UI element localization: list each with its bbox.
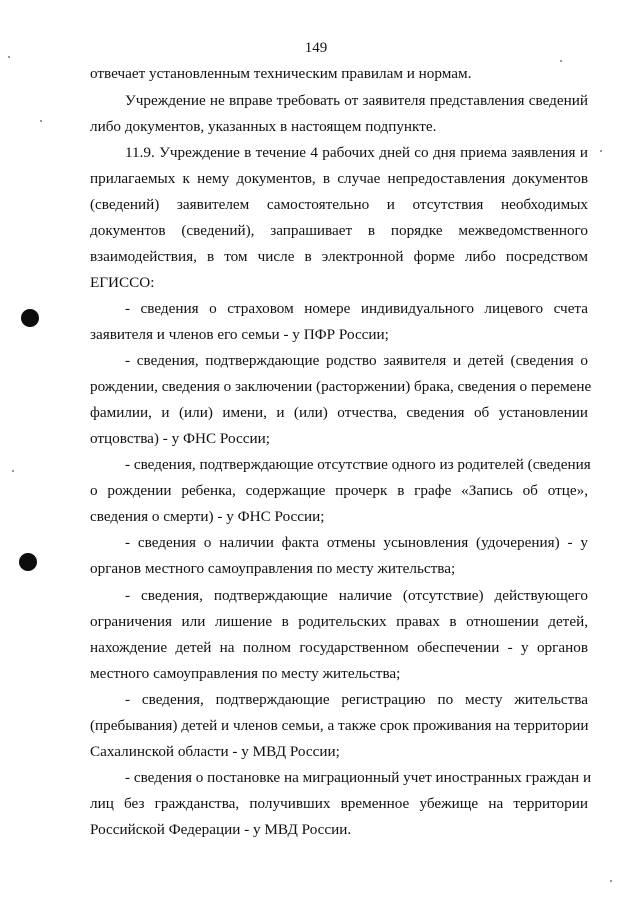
page-number: 149	[304, 40, 328, 56]
text-line: - сведения, подтверждающие регистрацию по месту жительства	[125, 691, 588, 708]
scan-speck	[560, 60, 562, 62]
text-line: Учреждение не вправе требовать от заявителя представления сведений	[125, 92, 588, 109]
text-line: лиц без гражданства, получивших временное убежище на территории	[90, 795, 588, 812]
scan-speck	[610, 880, 612, 882]
scan-speck	[40, 120, 42, 122]
text-line: отцовства) - у ФНС России;	[90, 430, 270, 447]
punch-hole	[19, 553, 37, 571]
text-line: местного самоуправления по месту жительства;	[90, 665, 401, 682]
text-line: взаимодействия, в том числе в электронной форме либо посредством	[90, 248, 588, 265]
text-line: прилагаемых к нему документов, в случае непредоставления документов	[90, 170, 588, 187]
text-line: органов местного самоуправления по месту жительства;	[90, 560, 456, 577]
text-line: 11.9. Учреждение в течение 4 рабочих дней со дня приема заявления и	[125, 144, 588, 161]
text-line: - сведения о наличии факта отмены усыновления (удочерения) - у	[125, 534, 588, 551]
text-line: Сахалинской области - у МВД России;	[90, 743, 340, 760]
text-line: - сведения, подтверждающие наличие (отсутствие) действующего	[125, 587, 588, 604]
text-line: рождении, сведения о заключении (расторжении) брака, сведения о перемене	[90, 378, 592, 395]
text-line: нахождение детей на полном государственном обеспечении - у органов	[90, 639, 588, 656]
text-line: - сведения о постановке на миграционный учет иностранных граждан и	[125, 769, 592, 786]
text-line: (сведений) заявителем самостоятельно и отсутствия необходимых	[90, 196, 588, 213]
text-line: - сведения о страховом номере индивидуального лицевого счета	[125, 300, 588, 317]
text-line: ограничения или лишение в родительских правах в отношении детей,	[90, 613, 588, 630]
punch-hole	[21, 309, 39, 327]
scan-speck	[12, 470, 14, 472]
text-line: заявителя и членов его семьи - у ПФР России;	[90, 326, 389, 343]
text-line: Российской Федерации - у МВД России.	[90, 821, 352, 838]
text-line: либо документов, указанных в настоящем подпункте.	[90, 118, 437, 135]
scan-speck	[600, 150, 602, 152]
text-line: (пребывания) детей и членов семьи, а также срок проживания на территории	[90, 717, 589, 734]
text-line: о рождении ребенка, содержащие прочерк в графе «Запись об отце»,	[90, 482, 588, 499]
text-line: документов (сведений), запрашивает в порядке межведомственного	[90, 222, 588, 239]
scan-speck	[8, 56, 10, 58]
text-line: отвечает установленным техническим правилам и нормам.	[90, 65, 472, 82]
text-line: ЕГИССО:	[90, 274, 155, 291]
text-line: фамилии, и (или) имени, и (или) отчества, сведения об установлении	[90, 404, 588, 421]
text-line: сведения о смерти) - у ФНС России;	[90, 508, 325, 525]
text-line: - сведения, подтверждающие родство заявителя и детей (сведения о	[125, 352, 588, 369]
text-line: - сведения, подтверждающие отсутствие одного из родителей (сведения	[125, 456, 591, 473]
